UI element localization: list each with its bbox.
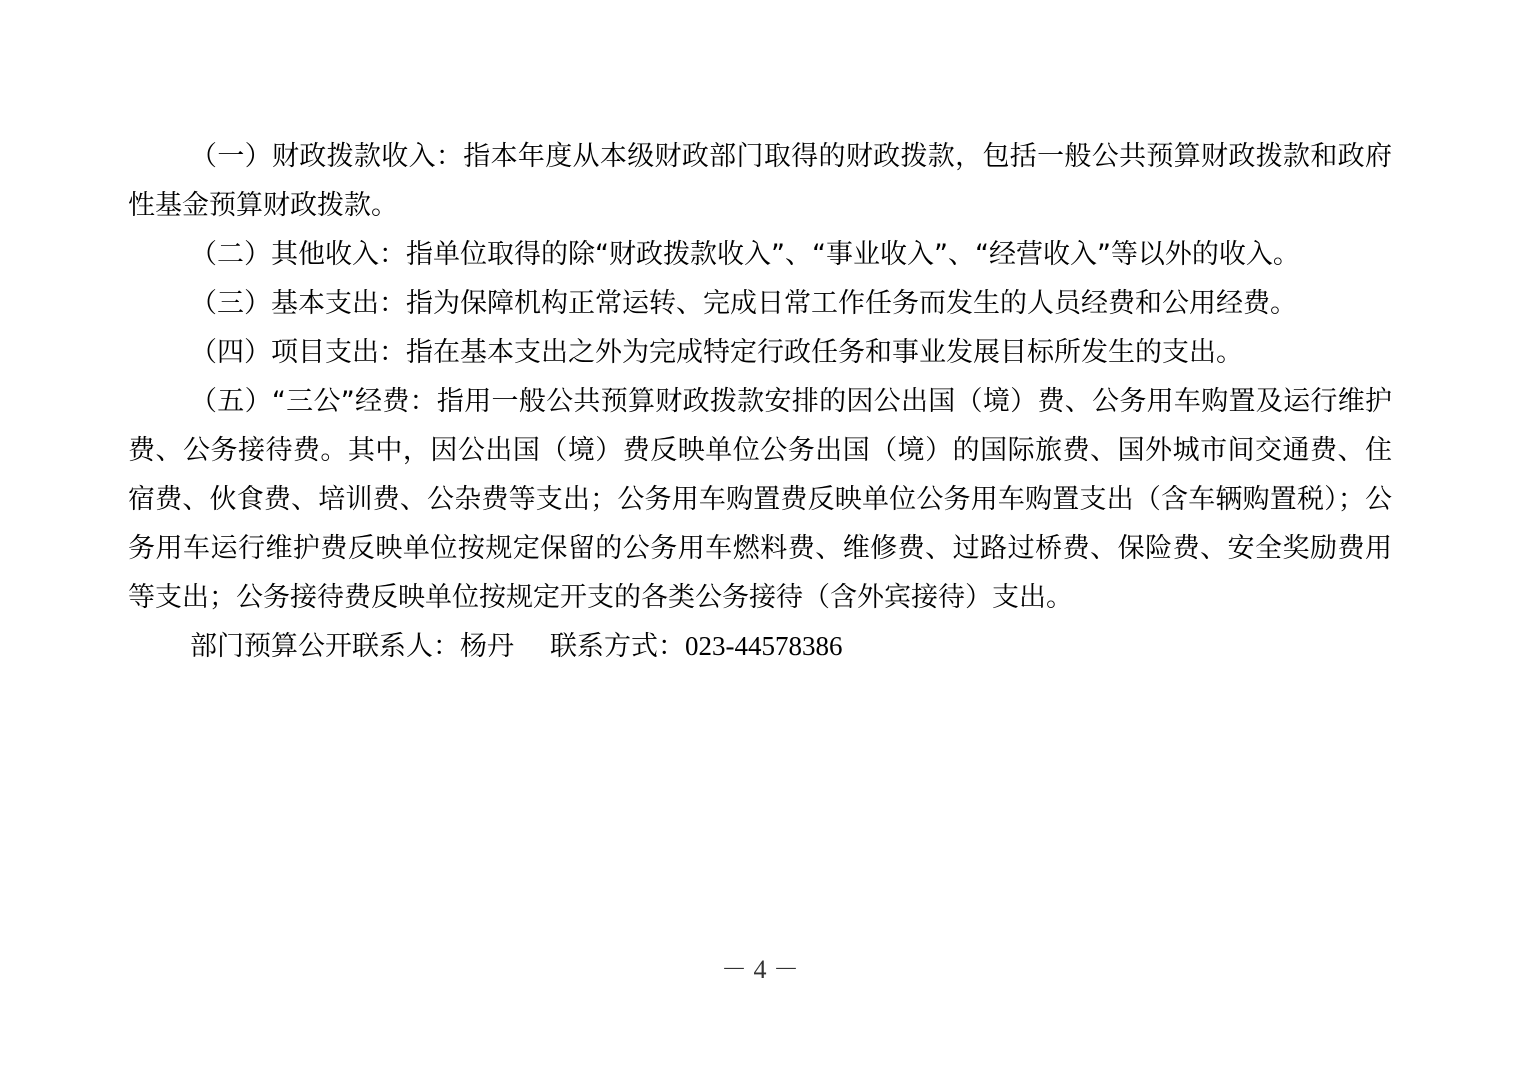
paragraph-fiscal-allocation-income: （一）财政拨款收入：指本年度从本级财政部门取得的财政拨款，包括一般公共预算财政拨款和政府性基金预算财政拨款。 xyxy=(128,141,1392,221)
page-number: － 4 － xyxy=(720,955,799,984)
contact-method-label: 联系方式： xyxy=(550,631,685,662)
paragraph-other-income: （二）其他收入：指单位取得的除“财政拨款收入”、“事业收入”、“经营收入”等以外的收入。 xyxy=(190,239,1300,270)
contact-phone: 023-44578386 xyxy=(685,631,843,661)
paragraph-project-expenditure: （四）项目支出：指在基本支出之外为完成特定行政任务和事业发展目标所发生的支出。 xyxy=(190,337,1243,368)
contact-person: 部门预算公开联系人：杨丹 xyxy=(190,631,514,662)
paragraph-basic-expenditure: （三）基本支出：指为保障机构正常运转、完成日常工作任务而发生的人员经费和公用经费。 xyxy=(190,288,1297,319)
contact-line xyxy=(128,622,1392,671)
document-body xyxy=(128,132,1392,671)
paragraph-three-public-expenses: （五）“三公”经费：指用一般公共预算财政拨款安排的因公出国（境）费、公务用车购置及运行维护费、公务接待费。其中，因公出国（境）费反映单位公务出国（境）的国际旅费、国外城市间交通费、住宿费、伙食费、培训费、公杂费等支出；公务用车购置费反映单位公务用车购置支出（含车辆购置税）；公务用车运行维护费反映单位按规定保留的公务用车燃料费、维修费、过路过桥费、保险费、安全奖励费用等支出；公务接待费反映单位按规定开支的各类公务接待（含外宾接待）支出。 xyxy=(128,386,1392,613)
